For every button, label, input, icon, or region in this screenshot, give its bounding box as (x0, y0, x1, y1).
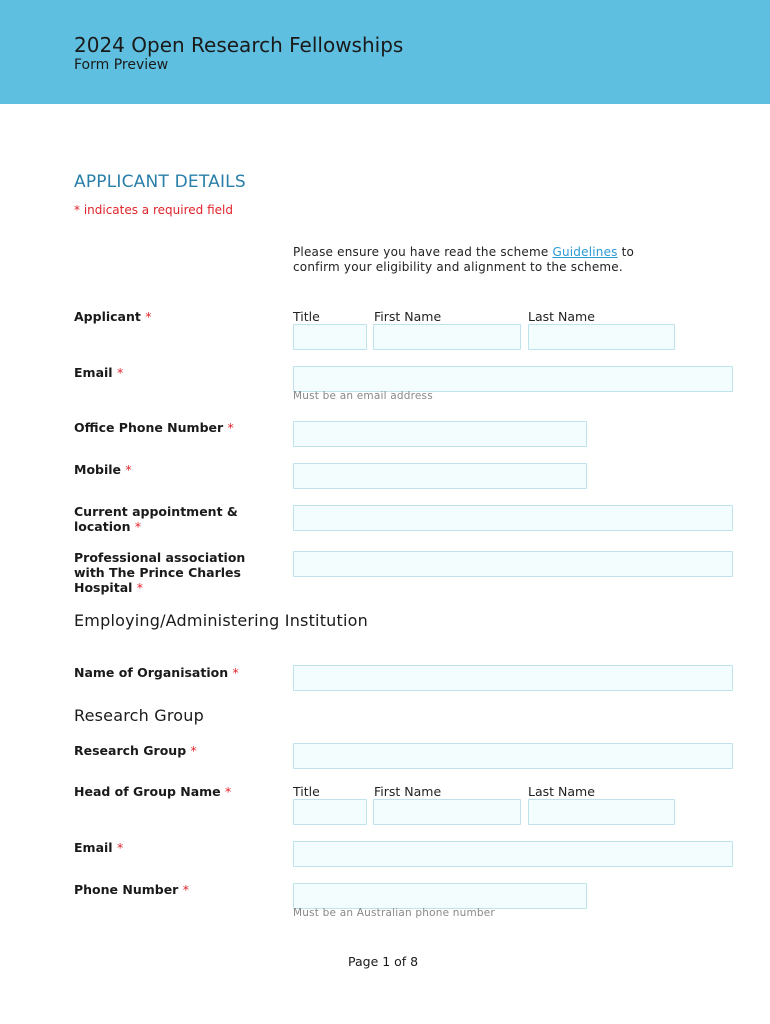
office-phone-input[interactable] (293, 421, 587, 447)
office-phone-label (74, 420, 274, 435)
head-of-group-label-text: Head of Group Name (74, 784, 221, 799)
applicant-last-name-label: Last Name (528, 309, 595, 324)
research-group-input[interactable] (293, 743, 733, 769)
guidelines-link[interactable]: Guidelines (552, 245, 618, 259)
email-hint: Must be an email address (293, 390, 433, 402)
group-email-label (74, 840, 274, 855)
association-label (74, 550, 264, 595)
required-star: * (190, 743, 197, 758)
applicant-first-name-input[interactable] (373, 324, 521, 350)
required-star: * (116, 365, 124, 380)
office-phone-label-text: Office Phone Number (74, 420, 224, 435)
research-group-label (74, 743, 274, 758)
intro-text (293, 245, 673, 275)
header-banner (0, 0, 770, 104)
head-first-name-input[interactable] (373, 799, 521, 825)
head-title-input[interactable] (293, 799, 367, 825)
intro-text-before: Please ensure you have read the scheme (293, 245, 553, 259)
required-star: * (225, 784, 232, 799)
group-phone-label-text: Phone Number (74, 882, 179, 897)
required-note: * indicates a required field (74, 203, 233, 217)
email-input[interactable] (293, 366, 733, 392)
required-star: * (134, 519, 142, 534)
head-first-name-label: First Name (374, 784, 442, 799)
mobile-label (74, 462, 274, 477)
group-phone-input[interactable] (293, 883, 587, 909)
applicant-label-text: Applicant (74, 309, 141, 324)
applicant-last-name-input[interactable] (528, 324, 675, 350)
group-email-label-text: Email (74, 840, 113, 855)
applicant-label (74, 309, 274, 324)
institution-heading: Employing/Administering Institution (74, 611, 368, 630)
applicant-title-label: Title (293, 309, 320, 324)
appointment-input[interactable] (293, 505, 733, 531)
required-star: * (232, 665, 239, 680)
head-of-group-label (74, 784, 274, 799)
section-title: APPLICANT DETAILS (74, 172, 246, 192)
form-subtitle: Form Preview (74, 57, 169, 73)
required-star: * (136, 580, 144, 595)
email-label (74, 365, 274, 380)
group-phone-hint: Must be an Australian phone number (293, 907, 495, 919)
mobile-label-text: Mobile (74, 462, 122, 477)
association-label-text: Professional association with The Prince Charles Hospital (74, 550, 246, 595)
required-star: * (227, 420, 234, 435)
required-star: * (125, 462, 132, 477)
research-group-heading: Research Group (74, 706, 204, 725)
organisation-label-text: Name of Organisation (74, 665, 229, 680)
appointment-label-text: Current appointment & location (74, 504, 238, 534)
research-group-label-text: Research Group (74, 743, 187, 758)
applicant-title-input[interactable] (293, 324, 367, 350)
required-star: * (182, 882, 189, 897)
applicant-first-name-label: First Name (374, 309, 442, 324)
association-input[interactable] (293, 551, 733, 577)
organisation-label (74, 665, 274, 680)
intro-text-after: to confirm your eligibility and alignment to the scheme. (293, 245, 635, 274)
form-title: 2024 Open Research Fellowships (74, 33, 404, 57)
required-star: * (145, 309, 152, 324)
mobile-input[interactable] (293, 463, 587, 489)
group-email-input[interactable] (293, 841, 733, 867)
head-title-label: Title (293, 784, 320, 799)
group-phone-label (74, 882, 274, 897)
organisation-input[interactable] (293, 665, 733, 691)
required-star: * (116, 840, 124, 855)
head-last-name-input[interactable] (528, 799, 675, 825)
page-number: Page 1 of 8 (348, 954, 419, 969)
email-label-text: Email (74, 365, 113, 380)
appointment-label (74, 504, 264, 534)
head-last-name-label: Last Name (528, 784, 595, 799)
